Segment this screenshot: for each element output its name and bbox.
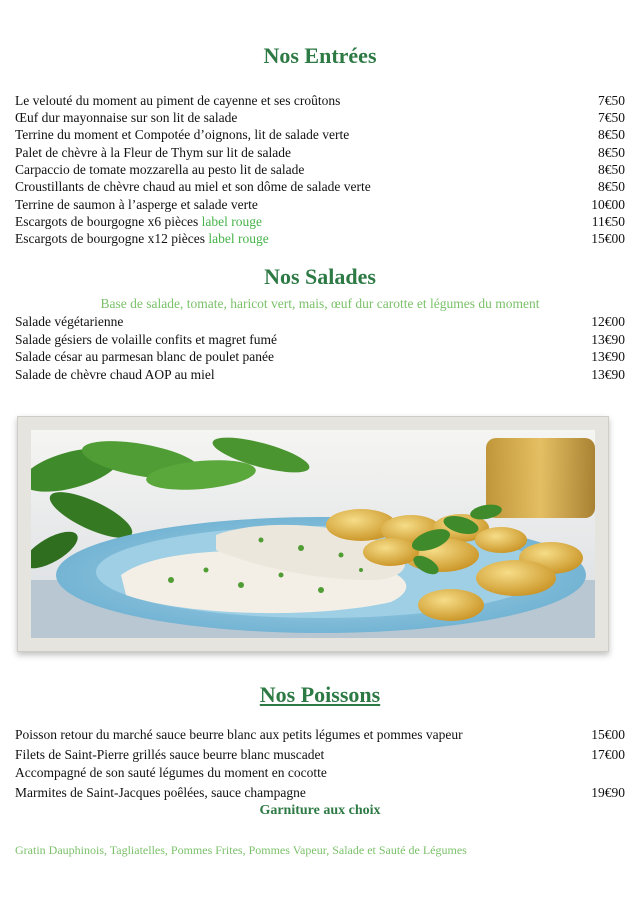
menu-item-price: 15€00 bbox=[591, 231, 625, 246]
menu-item-price: 13€90 bbox=[591, 349, 625, 364]
menu-item-name: Accompagné de son sauté légumes du moment en cocotte bbox=[15, 765, 327, 780]
menu-item bbox=[15, 726, 625, 743]
menu-item-name: Salade gésiers de volaille confits et magret fumé bbox=[15, 332, 278, 347]
menu-item-name bbox=[15, 213, 262, 230]
menu-item bbox=[15, 92, 625, 109]
menu-item-name: Salade végétarienne bbox=[15, 314, 124, 329]
menu-item-name: Salade césar au parmesan blanc de poulet panée bbox=[15, 349, 274, 364]
menu-item bbox=[15, 196, 625, 213]
menu-item bbox=[15, 126, 625, 143]
poissons-title: Nos Poissons bbox=[259, 682, 381, 707]
menu-item-price: 13€90 bbox=[591, 367, 625, 382]
menu-item-name: Poisson retour du marché sauce beurre blanc aux petits légumes et pommes vapeur bbox=[15, 727, 463, 742]
menu-item-name: Filets de Saint-Pierre grillés sauce beurre blanc muscadet bbox=[15, 747, 325, 762]
menu-item-price: 8€50 bbox=[598, 127, 625, 142]
menu-item bbox=[15, 331, 625, 348]
garniture-title: Garniture aux choix bbox=[259, 803, 381, 818]
salades-title: Nos Salades bbox=[264, 264, 376, 289]
menu-item bbox=[15, 161, 625, 178]
menu-item-name: Croustillants de chèvre chaud au miel et son dôme de salade verte bbox=[15, 179, 371, 194]
menu-item-name: Salade de chèvre chaud AOP au miel bbox=[15, 367, 215, 382]
menu-item-name bbox=[15, 230, 269, 247]
menu-item-price: 10€00 bbox=[591, 197, 625, 212]
menu-item-label: Escargots de bourgogne x6 pièces bbox=[15, 214, 199, 229]
menu-item-name: Palet de chèvre à la Fleur de Thym sur lit de salade bbox=[15, 145, 292, 160]
garniture-list: Gratin Dauphinois, Tagliatelles, Pommes Frites, Pommes Vapeur, Salade et Sauté de Légumes bbox=[15, 843, 467, 857]
menu-item-name: Terrine de saumon à l’asperge et salade verte bbox=[15, 197, 258, 212]
menu-item bbox=[15, 746, 625, 763]
menu-item-price: 7€50 bbox=[598, 110, 625, 125]
menu-item-price: 12€00 bbox=[591, 314, 625, 329]
menu-item-price: 11€50 bbox=[591, 214, 625, 229]
menu-item-price: 8€50 bbox=[598, 179, 625, 194]
menu-item bbox=[15, 213, 625, 230]
menu-item-name: Le velouté du moment au piment de cayenne et ses croûtons bbox=[15, 93, 341, 108]
photo-frame bbox=[17, 416, 609, 652]
menu-item-price: 17€00 bbox=[591, 747, 625, 762]
menu-item-name: Œuf dur mayonnaise sur son lit de salade bbox=[15, 110, 238, 125]
menu-item bbox=[15, 144, 625, 161]
menu-item-name: Marmites de Saint-Jacques poêlées, sauce champagne bbox=[15, 785, 306, 800]
menu-item-price: 15€00 bbox=[591, 727, 625, 742]
menu-item-label: Escargots de bourgogne x12 pièces bbox=[15, 231, 205, 246]
label-rouge-tag: label rouge bbox=[208, 231, 269, 246]
entrees-title: Nos Entrées bbox=[263, 43, 377, 68]
menu-item-name: Terrine du moment et Compotée d’oignons, lit de salade verte bbox=[15, 127, 350, 142]
menu-item bbox=[15, 313, 625, 330]
label-rouge-tag: label rouge bbox=[201, 214, 262, 229]
menu-item bbox=[15, 178, 625, 195]
menu-item bbox=[15, 366, 625, 383]
menu-item bbox=[15, 230, 625, 247]
menu-item-price: 8€50 bbox=[598, 145, 625, 160]
menu-item bbox=[15, 109, 625, 126]
salades-subtitle: Base de salade, tomate, haricot vert, mais, œuf dur carotte et légumes du moment bbox=[100, 296, 540, 311]
menu-item-name: Carpaccio de tomate mozzarella au pesto lit de salade bbox=[15, 162, 305, 177]
menu-item-price: 19€90 bbox=[591, 785, 625, 800]
menu-item-price: 8€50 bbox=[598, 162, 625, 177]
menu-item bbox=[15, 784, 625, 801]
menu-item bbox=[15, 348, 625, 365]
menu-item-price: 7€50 bbox=[598, 93, 625, 108]
menu-item bbox=[15, 764, 625, 781]
fish-plate-photo bbox=[31, 430, 595, 638]
menu-item-price: 13€90 bbox=[591, 332, 625, 347]
